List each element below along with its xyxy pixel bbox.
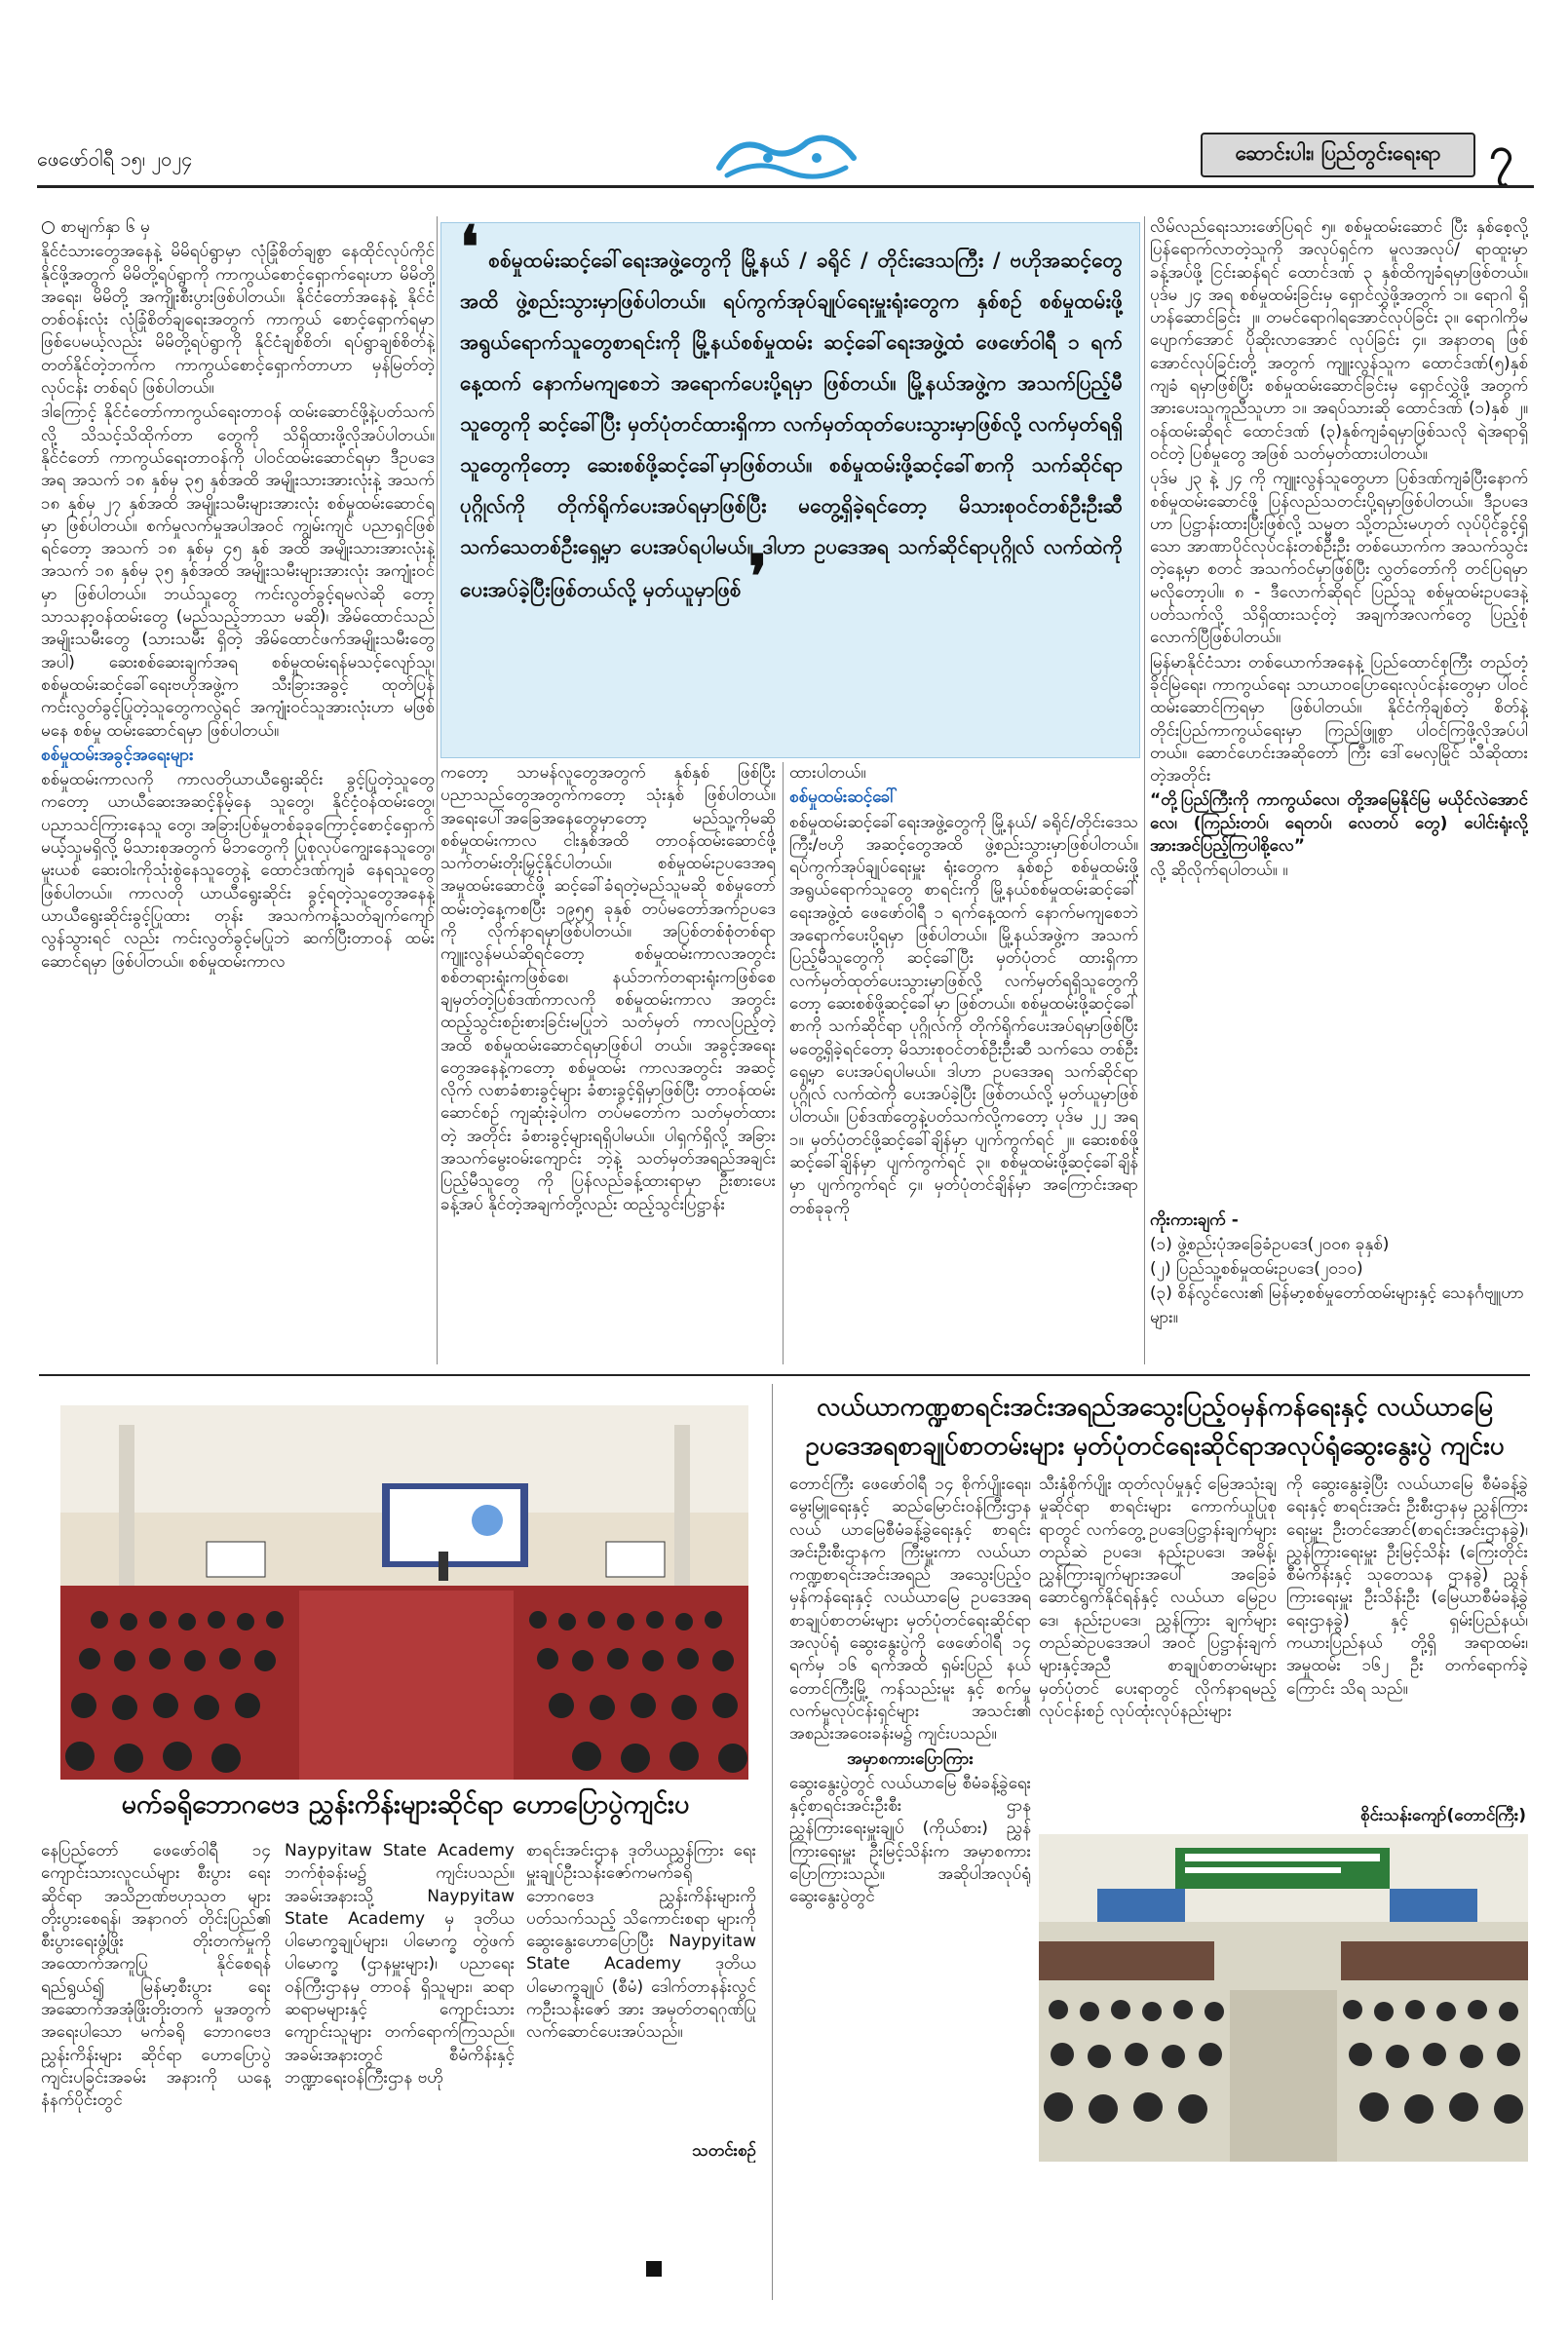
reference-item: (၃) စိန်လွင်လေး၏ မြန်မာ့စစ်မှုတော်ထမ်းများနှင့် သေနင်္ဂဗျူဟာများ။ xyxy=(1150,1284,1524,1327)
article3-column-2 xyxy=(1039,1474,1277,1805)
section-rule xyxy=(39,1374,1530,1376)
header-rule xyxy=(37,185,1534,188)
page-number: ၇ xyxy=(1489,129,1513,178)
workshop-photo xyxy=(1039,1834,1528,2162)
article2-paragraph: Naypyitaw State Academy ဘက်စုံခန်းမ၌ ကျင်းပသည်။ အခမ်းအနားသို့ Naypyitaw State Academy မှ ဒုတိယ ပါမောက္ခချုပ်များ၊ ပါမောက္ခ တွဲဖက်ပါမောက္ခ (ဌာနမှူးများ)၊ ပညာရေးဝန်ကြီးဌာနမှ တာဝန် ရှိသူများ၊ ဆရာ ဆရာမများနှင့် ကျောင်းသား ကျောင်းသူများ တက်ရောက်ကြသည်။ အခမ်းအနားတွင် စီမံကိန်းနှင့် ဘဏ္ဍာရေးဝန်ကြီးဌာန ဗဟို xyxy=(285,1841,515,2088)
article3-headline-line: လယ်ယာကဏ္ဍစာရင်းအင်းအရည်အသွေးပြည့်ဝမှန်ကန်ရေးနှင့် လယ်ယာမြေ xyxy=(816,1393,1494,1422)
article3-headline xyxy=(780,1388,1530,1466)
article1-column-4 xyxy=(1150,216,1528,1205)
column-divider xyxy=(1144,216,1145,1364)
article3-subheading: အမှာစကားပြောကြား xyxy=(847,1748,974,1769)
open-quote-icon: ❛ xyxy=(460,213,479,282)
article3-paragraph: သီးနှံစိုက်ပျိုး ထုတ်လုပ်မှုနှင့် မြေအသုံးချမှုဆိုင်ရာ စာရင်းများ ကောက်ယူပြုစုရာတွင် လက်တွေ့ ဥပဒေပြဋ္ဌာန်းချက်များ တည်ဆဲ ဥပဒေ၊ နည်းဥပဒေ၊ အမိန့်၊ ညွှန်ကြားချက်များအပေါ် အခြေခံ ဆောင်ရွက်နိုင်ရန်နှင့် လယ်ယာ မြေဥပဒေ၊ နည်းဥပဒေ၊ ညွှန်ကြား ချက်များ တည်ဆဲဥပဒေအပါ အဝင် ပြဋ္ဌာန်းချက်များနှင့်အညီ စာချုပ်စာတမ်းများ မှတ်ပုံတင် ပေးရာတွင် လိုက်နာရမည့် လုပ်ငန်းစဉ် လုပ်ထုံးလုပ်နည်းများ xyxy=(1039,1475,1277,1721)
reference-item: (၁) ဖွဲ့စည်းပုံအခြေခံဥပဒေ(၂၀၀၈ ခုနှစ်) xyxy=(1150,1235,1390,1254)
article3-headline-line: ဥပဒေအရစာချုပ်စာတမ်းများ မှတ်ပုံတင်ရေးဆိုင်ရာအလုပ်ရုံဆွေးနွေးပွဲ ကျင်းပ xyxy=(805,1432,1505,1461)
article1-paragraph: ပုဒ်မ ၂၃ နဲ့ ၂၄ ကို ကျူးလွန်သူတွေဟာ ပြစ်ဒဏ်ကျခံပြီးနောက် စစ်မှုထမ်းဆောင်ဖို့ ပြန်လည်သတင်းပို့ရမှာဖြစ်ပါတယ်။ ဒီဥပဒေဟာ ပြဋ္ဌာန်းထားပြီးဖြစ်လို့ သမ္မတ သို့တည်းမဟုတ် လုပ်ပိုင်ခွင့်ရှိသော အာဏာပိုင်လုပ်ငန်းတစ်ဦးဦး တစ်ယောက်က အသက်သွင်းတဲ့နေ့မှာ စတင် အသက်ဝင်မှာဖြစ်ပြီး လွှတ်တော်ကို တင်ပြရမှာ မလိုတော့ပါ။ ၈ - ဒီလောက်ဆိုရင် ပြည်သူ စစ်မှုထမ်းဥပဒေနဲ့ပတ်သက်လို့ သိရှိထားသင့်တဲ့ အချက်အလက်တွေ ပြည့်စုံလောက်ပြီဖြစ်ပါတယ်။ xyxy=(1150,469,1528,648)
article1-paragraph: ထားပါတယ်။ xyxy=(789,763,866,783)
article1-paragraph: စစ်မှုထမ်းဆင့်ခေါ်ရေးအဖွဲ့တွေကို မြို့နယ်/ ခရိုင်/တိုင်းဒေသကြီး/ဗဟို အဆင့်တွေအထိ ဖွဲ့စည်းသွားမှာဖြစ်ပါတယ်။ ရပ်ကွက်အုပ်ချုပ်ရေးမှူး ရုံးတွေက နှစ်စဉ် စစ်မှုထမ်းဖို့ အရွယ်ရောက်သူတွေ စာရင်းကို မြို့နယ်စစ်မှုထမ်းဆင့်ခေါ်ရေးအဖွဲ့ထံ ဖေဖော်ဝါရီ ၁ ရက်နေ့ထက် နောက်မကျစေဘဲ အရောက်ပေးပို့ရမှာ ဖြစ်ပါတယ်။ မြို့နယ်အဖွဲ့က အသက်ပြည့်မီသူတွေကို ဆင့်ခေါ်ပြီး မှတ်ပုံတင် ထားရှိကာ လက်မှတ်ထုတ်ပေးသွားမှာဖြစ်လို့ လက်မှတ်ရရှိသူတွေကိုတော့ ဆေးစစ်ဖို့ဆင့်ခေါ်မှာ ဖြစ်တယ်။ စစ်မှုထမ်းဖို့ဆင့်ခေါ်စာကို သက်ဆိုင်ရာ ပုဂ္ဂိုလ်ကို တိုက်ရိုက်ပေးအပ်ရမှာဖြစ်ပြီး မတွေ့ရှိခဲ့ရင်တော့ မိသားစုဝင်တစ်ဦးဦးဆီ သက်သေ တစ်ဦးရှေ့မှာ ပေးအပ်ရပါမယ်။ ဒါဟာ ဥပဒေအရ သက်ဆိုင်ရာပုဂ္ဂိုလ် လက်ထဲကို ပေးအပ်ခဲ့ပြီး ဖြစ်တယ်လို့ မှတ်ယူမှာဖြစ်ပါတယ်။ ပြစ်ဒဏ်တွေနဲ့ပတ်သက်လို့ကတော့ ပုဒ်မ ၂၂ အရ ၁။ မှတ်ပုံတင်ဖို့ဆင့်ခေါ်ချိန်မှာ ပျက်ကွက်ရင် ၂။ ဆေးစစ်ဖို့ဆင့်ခေါ်ချိန်မှာ ပျက်ကွက်ရင် ၃။ စစ်မှုထမ်းဖို့ဆင့်ခေါ်ချိန်မှာ ပျက်ကွက်ရင် ၄။ မှတ်ပုံတင်ချိန်မှာ အကြောင်းအရာတစ်ခုခုကို xyxy=(789,812,1138,1218)
article1-paragraph: မြန်မာနိုင်ငံသား တစ်ယောက်အနေနဲ့ ပြည်ထောင်စုကြီး တည်တံ့ခိုင်မြဲရေး၊ ကာကွယ်ရေး သာယာဝပြောရေးလုပ်ငန်းတွေမှာ ပါဝင် ထမ်းဆောင်ကြရမှာ ဖြစ်ပါတယ်။ နိုင်ငံကိုချစ်တဲ့ စိတ်နဲ့ တိုင်းပြည်ကာကွယ်ရေးမှာ ကြည်ဖြူစွာ ပါဝင်ကြဖို့လိုအပ်ပါတယ်။ ဆောင်ပောင်းအဆိုတော် ကြီး ဒေါ်မေလှမြိုင် သီဆိုထားတဲ့အတိုင်း xyxy=(1150,652,1528,786)
issue-date: ဖေဖော်ဝါရီ ၁၅၊ ၂၀၂၄ xyxy=(37,147,193,171)
article2-byline: သတင်းစဉ် xyxy=(692,2141,756,2161)
article1-paragraph: လိမ်လည်ရေးသားဖော်ပြရင် ၅။ စစ်မှုထမ်းဆောင် ပြီး နှစ်စေ့လို့ပြန်ရောက်လာတဲ့သူကို အလုပ်ရှင်က မူလအလုပ်/ ရာထူးမှာ ခန့်အပ်ဖို့ ငြင်းဆန်ရင် ထောင်ဒဏ် ၃ နှစ်ထိကျခံရမှာဖြစ်တယ်။ ပုဒ်မ ၂၄ အရ စစ်မှုထမ်းခြင်းမှ ရှောင်လွှဲဖို့အတွက် ၁။ ရောဂါ ရှိဟန်ဆောင်ခြင်း ၂။ တမင်ရောဂါရအောင်လုပ်ခြင်း ၃။ ရောဂါကိုမပျောက်အောင် ပိုဆိုးလာအောင် လုပ်ခြင်း ၄။ အနာတရ ဖြစ်အောင်လုပ်ခြင်းတို့ အတွက် ကျူးလွန်သူက ထောင်ဒဏ်(၅)နှစ်ကျခံ ရမှာဖြစ်ပြီး စစ်မှုထမ်းဆောင်ခြင်းမှ ရှောင်လွှဲဖို့ အတွက် အားပေးသူကူညီသူဟာ ၁။ အရပ်သားဆို ထောင်ဒဏ် (၁)နှစ် ၂။ ဝန်ထမ်းဆိုရင် ထောင်ဒဏ် (၃)နှစ်ကျခံရမှာဖြစ်သလို ရဲအရာရှိဝင်တဲ့ ပြစ်မှုတွေ အဖြစ် သတ်မှတ်ထားပါတယ်။ xyxy=(1150,217,1528,464)
article1-column-1 xyxy=(41,216,435,1364)
article3-byline: စိုင်းသန်းကျော်(တောင်ကြီး) xyxy=(1360,1806,1526,1825)
section-label: ဆောင်းပါး၊ ပြည်တွင်းရေးရာ xyxy=(1201,133,1475,177)
article1-paragraph: ဒါကြောင့် နိုင်ငံတော်ကာကွယ်ရေးတာဝန် ထမ်းဆောင်ဖို့နဲ့ပတ်သက်လို့ သိသင့်သိထိုက်တာ တွေကို သိရှိထားဖို့လိုအပ်ပါတယ်။ နိုင်ငံတော် ကာကွယ်ရေးတာဝန်ကို ပါဝင်ထမ်းဆောင်ရမှာ ဒီဥပဒေအရ အသက် ၁၈ နှစ်မှ ၃၅ နှစ်အထိ အမျိုးသားအားလုံးနဲ့ အသက် ၁၈ နှစ်မှ ၂၇ နှစ်အထိ အမျိုးသမီးများအားလုံး စစ်မှုထမ်းဆောင်ရမှာ ဖြစ်ပါတယ်။ စက်မှုလက်မှုအပါအဝင် ကျွမ်းကျင် ပညာရှင်ဖြစ်ရင်တော့ အသက် ၁၈ နှစ်မှ ၄၅ နှစ် အထိ အမျိုးသားအားလုံးနဲ့ အသက် ၁၈ နှစ်မှ ၃၅ နှစ်အထိ အမျိုးသမီးများအားလုံး အကျုံးဝင်မှာ ဖြစ်ပါတယ်။ ဘယ်သူတွေ ကင်းလွတ်ခွင့်ရမလဲဆို တော့ သာသနာ့ဝန်ထမ်းတွေ (မည်သည့်ဘာသာ မဆို)၊ အိမ်ထောင်သည်အမျိုးသမီးတွေ (သားသမီး ရှိတဲ့ အိမ်ထောင်ဖက်အမျိုးသမီးတွေအပါ) ဆေးစစ်ဆေးချက်အရ စစ်မှုထမ်းရန်မသင့်လျော်သူ၊ စစ်မှုထမ်းဆင့်ခေါ်ရေးဗဟိုအဖွဲ့က သီးခြားအခွင့် ထုတ်ပြန် ကင်းလွတ်ခွင့်ပြုတဲ့သူတွေကလွဲရင် အကျုံးဝင်သူအားလုံးဟာ မဖြစ်မနေ စစ်မှု ထမ်းဆောင်ရမှာ ဖြစ်ပါတယ်။ xyxy=(41,403,435,741)
article1-column-2 xyxy=(440,762,776,1364)
article1-paragraph: ကတော့ သာမန်လူတွေအတွက် နှစ်နှစ် ဖြစ်ပြီး ပညာသည်တွေအတွက်ကတော့ သုံးနှစ် ဖြစ်ပါတယ်။ အရေးပေါ်အခြေအနေတွေမှာတော့ မည်သူ့ကိုမဆို စစ်မှုထမ်းကာလ ငါးနှစ်အထိ တာဝန်ထမ်းဆောင်ဖို့ သက်တမ်းတိုးမြှင့်နိုင်ပါတယ်။ စစ်မှုထမ်းဥပဒေအရ အမှုထမ်းဆောင်ဖို့ ဆင့်ခေါ်ခံရတဲ့မည်သူမဆို စစ်မှုတော်ထမ်းတဲ့နေ့ကစပြီး ၁၉၅၅ ခုနှစ် တပ်မတော်အက်ဥပဒေကို လိုက်နာရမှာဖြစ်ပါတယ်။ အပြစ်တစ်စုံတစ်ရာ ကျူးလွန်မယ်ဆိုရင်တော့ စစ်မှုထမ်းကာလအတွင်း စစ်တရားရုံးကဖြစ်စေ၊ နယ်ဘက်တရားရုံးကဖြစ်စေ ချမှတ်တဲ့ပြစ်ဒဏ်ကာလကို စစ်မှုထမ်းကာလ အတွင်း ထည့်သွင်းစဉ်းစားခြင်းမပြုဘဲ သတ်မှတ် ကာလပြည့်တဲ့အထိ စစ်မှုထမ်းဆောင်ရမှာဖြစ်ပါ တယ်။ အခွင့်အရေးတွေအနေနဲ့ကတော့ စစ်မှုထမ်း ကာလအတွင်း အဆင့်လိုက် လစာခံစားခွင့်များ ခံစားခွင့်ရှိမှာဖြစ်ပြီး တာဝန်ထမ်းဆောင်စဉ် ကျဆုံးခဲ့ပါက တပ်မတော်က သတ်မှတ်ထားတဲ့ အတိုင်း ခံစားခွင့်များရရှိပါမယ်။ ပါရှက်ရှိလို့ အခြားအသက်မွေးဝမ်းကျောင်း ဘဲ့နဲ့ သတ်မှတ်အရည်အချင်းပြည့်မီသူတွေ ကို ပြန်လည်ခန့်ထားရာမှာ ဦးစားပေး ခန့်အပ် နိုင်တဲ့အချက်တို့လည်း ထည့်သွင်းပြဋ္ဌာန်း xyxy=(440,763,776,1214)
reference-item: (၂) ပြည်သူ့စစ်မှုထမ်းဥပဒေ(၂၀၁၀) xyxy=(1150,1259,1363,1279)
article1-subheading: စစ်မှုထမ်းဆင့်ခေါ် xyxy=(789,787,898,808)
article1-subheading: စစ်မှုထမ်းအခွင့်အရေးများ xyxy=(41,745,194,765)
song-quote: “တို့ပြည်ကြီးကို ကာကွယ်လေ၊ တို့အမြေနိုင်မြ မယိုင်လဲအောင်လေ၊ (ကြည်းတပ်၊ ရေတပ်၊ လေတပ် တွေ) ပေါင်းရုံးလို့ အားအင်ပြည့်ကြပါစို့လေ” xyxy=(1150,790,1528,857)
pullquote xyxy=(460,213,1124,745)
article3-column-1 xyxy=(789,1474,1031,2292)
article2-column-1 xyxy=(41,1840,271,2162)
column-divider xyxy=(783,762,784,1364)
continued-note: ○ စာမျက်နှာ ၆ မှ xyxy=(41,217,150,237)
references-title: ကိုးကားချက် - xyxy=(1150,1210,1239,1230)
lecture-photo xyxy=(60,1405,748,1780)
article2-paragraph: စာရင်းအင်းဌာန ဒုတိယညွှန်ကြား ရေးမှူးချုပ်ဦးသန်းဇော်ကမက်ခရို ဘောဂဗေဒ ညွှန်းကိန်းများကို ပတ်သက်သည့် သိကောင်းစရာ များကို ဆွေးနွေးဟောပြောပြီး Naypyitaw State Academy ဒုတိယပါမောက္ခချုပ် (စီမံ) ဒေါက်တာနန်းလွင်ကဦးသန်းဇော် အား အမှတ်တရဂုဏ်ပြု လက်ဆောင်ပေးအပ်သည်။ xyxy=(526,1841,756,2043)
article3-paragraph: ကို ဆွေးနွေးခဲ့ပြီး လယ်ယာမြေ စီမံခန့်ခွဲရေးနှင့် စာရင်းအင်း ဦးစီးဌာနမှ ညွှန်ကြားရေးမှူး ဦးတင်အောင်(စာရင်းအင်းဌာနခွဲ)၊ ညွှန်ကြားရေးမှူး ဦးမြင့်သိန်း (ကြေးတိုင်းစီမံကိန်းနှင့် သုတေသန ဌာနခွဲ) ညွှန်ကြားရေးမှူး ဦးသိန်းဦး (မြေယာစီမံခန့်ခွဲရေးဌာနခွဲ) နှင့် ရှမ်းပြည်နယ်၊ ကယားပြည်နယ် တို့ရှိ အရာထမ်း၊ အမှုထမ်း ၁၆၂ ဦး တက်ရောက်ခဲ့ကြောင်း သိရ သည်။ xyxy=(1286,1475,1528,1699)
article2-column-3 xyxy=(526,1840,756,2132)
article2-column-2 xyxy=(285,1840,515,2162)
newspaper-logo xyxy=(709,129,865,187)
references xyxy=(1150,1208,1528,1355)
article3-column-3 xyxy=(1286,1474,1528,1795)
article3-paragraph: တောင်ကြီး ဖေဖော်ဝါရီ ၁၄ စိုက်ပျိုးရေး၊ မွေးမြူရေးနှင့် ဆည်မြောင်းဝန်ကြီးဌာန လယ် ယာမြေစီမံခန့်ခွဲရေးနှင့် စာရင်း အင်းဦးစီးဌာနက ကြီးမှူးကာ လယ်ယာကဏ္ဍစာရင်းအင်းအရည် အသွေးပြည့်ဝမှန်ကန်ရေးနှင့် လယ်ယာမြေ ဥပဒေအရ စာချုပ်စာတမ်းများ မှတ်ပုံတင်ရေးဆိုင်ရာ အလုပ်ရုံ ဆွေးနွေးပွဲကို ဖေဖော်ဝါရီ ၁၄ ရက်မှ ၁၆ ရက်အထိ ရှမ်းပြည် နယ် တောင်ကြီးမြို့ ကန်သည်းမူး နှင့် စက်မှုလက်မှုလုပ်ငန်းရှင်များ အသင်း၏ အစည်းအဝေးခန်းမ၌ ကျင်းပသည်။ xyxy=(789,1475,1031,1745)
article2-headline: မက်ခရိုဘောဂဗေဒ ညွှန်းကိန်းများဆိုင်ရာ ဟောပြောပွဲကျင်းပ xyxy=(121,1789,690,1820)
article3-paragraph: ဆွေးနွေးပွဲတွင် လယ်ယာမြေ စီမံခန့်ခွဲရေးနှင့်စာရင်းအင်းဦးစီး ဌာန ညွှန်ကြားရေးမှူးချုပ် (ကိုယ်စား) ညွှန်ကြားရေးမှူး ဦးမြင့်သိန်းက အမှာစကား ပြောကြားသည်။ အဆိုပါအလုပ်ရုံဆွေးနွေးပွဲတွင် xyxy=(789,1773,1031,1907)
article1-column-3 xyxy=(789,762,1138,1364)
closing-line: လို့ ဆိုလိုက်ရပါတယ်။ ။ xyxy=(1150,861,1288,881)
article1-paragraph: နိုင်ငံသားတွေအနေနဲ့ မိမိရပ်ရွာမှာ လုံခြုံစိတ်ချစွာ နေထိုင်လုပ်ကိုင်နိုင်ဖို့အတွက် မိမိတို့ရပ်ရွာကို ကာကွယ်စောင့်ရှောက်ရေးဟာ မိမိတို့အရေး၊ မိမိတို့ အကျိုးစီးပွားဖြစ်ပါတယ်။ နိုင်ငံတော်အနေနဲ့ နိုင်ငံ တစ်ဝန်းလုံး လုံခြုံစိတ်ချရေးအတွက် ကာကွယ် စောင့်ရှောက်ရမှာဖြစ်ပေမယ့်လည်း မိမိတို့ရပ်ရွာကို နိုင်ငံချစ်စိတ်၊ ရပ်ရွာချစ်စိတ်နဲ့ တတ်နိုင်တဲ့ဘက်က ကာကွယ်စောင့်ရှောက်တာဟာ မှန်မြတ်တဲ့လုပ်ငန်း တစ်ရပ် ဖြစ်ပါတယ်။ xyxy=(41,242,435,399)
column-divider xyxy=(772,1384,773,2300)
close-quote-icon: ❜ xyxy=(747,543,768,611)
pullquote-text: စစ်မှုထမ်းဆင့်ခေါ်ရေးအဖွဲ့တွေကို မြို့နယ် / ခရိုင် / တိုင်းဒေသကြီး / ဗဟိုအဆင့်တွေအထိ ဖွဲ့စည်းသွားမှာဖြစ်ပါတယ်။ ရပ်ကွက်အုပ်ချုပ်ရေးမှူးရုံးတွေက နှစ်စဉ် စစ်မှုထမ်းဖို့ အရွယ်ရောက်သူတွေစာရင်းကို မြို့နယ်စစ်မှုထမ်း ဆင့်ခေါ်ရေးအဖွဲ့ထံ ဖေဖော်ဝါရီ ၁ ရက်နေ့ထက် နောက်မကျစေဘဲ အရောက်ပေးပို့ရမှာ ဖြစ်တယ်။ မြို့နယ်အဖွဲ့က အသက်ပြည့်မီသူတွေကို ဆင့်ခေါ်ပြီး မှတ်ပုံတင်ထားရှိကာ လက်မှတ်ထုတ်ပေးသွားမှာဖြစ်လို့ လက်မှတ်ရရှိသူတွေကိုတော့ ဆေးစစ်ဖို့ဆင့်ခေါ်မှာဖြစ်တယ်။ စစ်မှုထမ်းဖို့ဆင့်ခေါ်စာကို သက်ဆိုင်ရာပုဂ္ဂိုလ်ကို တိုက်ရိုက်ပေးအပ်ရမှာဖြစ်ပြီး မတွေ့ရှိခဲ့ရင်တော့ မိသားစုဝင်တစ်ဦးဦးဆီ သက်သေတစ်ဦးရှေ့မှာ ပေးအပ်ရပါမယ်။ ဒါဟာ ဥပဒေအရ သက်ဆိုင်ရာပုဂ္ဂိုလ် လက်ထဲကို ပေးအပ်ခဲ့ပြီးဖြစ်တယ်လို့ မှတ်ယူမှာဖြစ် xyxy=(460,249,1124,601)
article1-paragraph: စစ်မှုထမ်းကာလကို ကာလတိုယာယီရွေးဆိုင်း ခွင့်ပြုတဲ့သူတွေကတော့ ယာယီဆေးအဆင့်နိမ့်နေ သူတွေ၊ နိုင်ငံ့ဝန်ထမ်းတွေ၊ ပညာသင်ကြားနေသူ တွေ၊ အခြားပြစ်မှုတစ်ခုခုကြောင့်စောင့်ရှောက်မယ့်သူမရှိလို့ မိသားစုအတွက် မိဘတွေကို ပြုစုလုပ်ကျွေးနေသူတွေ၊ မူးယစ် ဆေးဝါးကိုသုံးစွဲနေသူတွေနဲ့ ထောင်ဒဏ်ကျခံ နေရသူတွေ ဖြစ်ပါတယ်။ ကာလတို ယာယီရွေးဆိုင်း ခွင့်ရတဲ့သူတွေအနေနဲ့ ယာယီရွေးဆိုင်းခွင့်ပြုထား တုန်း အသက်ကန့်သတ်ချက်ကျော်လွန်သွားရင် လည်း ကင်းလွတ်ခွင့်မပြုဘဲ ဆက်ပြီးတာဝန် ထမ်းဆောင်ရမှာ ဖြစ်ပါတယ်။ စစ်မှုထမ်းကာလ xyxy=(41,770,435,972)
end-mark xyxy=(646,2261,662,2277)
article2-paragraph: နေပြည်တော် ဖေဖော်ဝါရီ ၁၄ ကျောင်းသားလူငယ်များ စီးပွား ရေးဆိုင်ရာ အသိဉာဏ်ဗဟုသုတ များ တိုးပွားစေရန်၊ အနာဂတ် တိုင်းပြည်၏ စီးပွားရေးဖွံ့ဖြိုး တိုးတက်မှုကို အထောက်အကူပြု နိုင်စေရန် ရည်ရွယ်၍ မြန်မာ့စီးပွား ရေးအဆောက်အအုံဖြိုးတိုးတက် မှုအတွက် အရေးပါသော မက်ခရို ဘောဂဗေဒ ညွှန်းကိန်းများ ဆိုင်ရာ ဟောပြောပွဲကျင်းပခြင်းအခမ်း အနားကို ယနေ့နံနက်ပိုင်းတွင် xyxy=(41,1841,271,2111)
column-divider xyxy=(437,216,438,1364)
